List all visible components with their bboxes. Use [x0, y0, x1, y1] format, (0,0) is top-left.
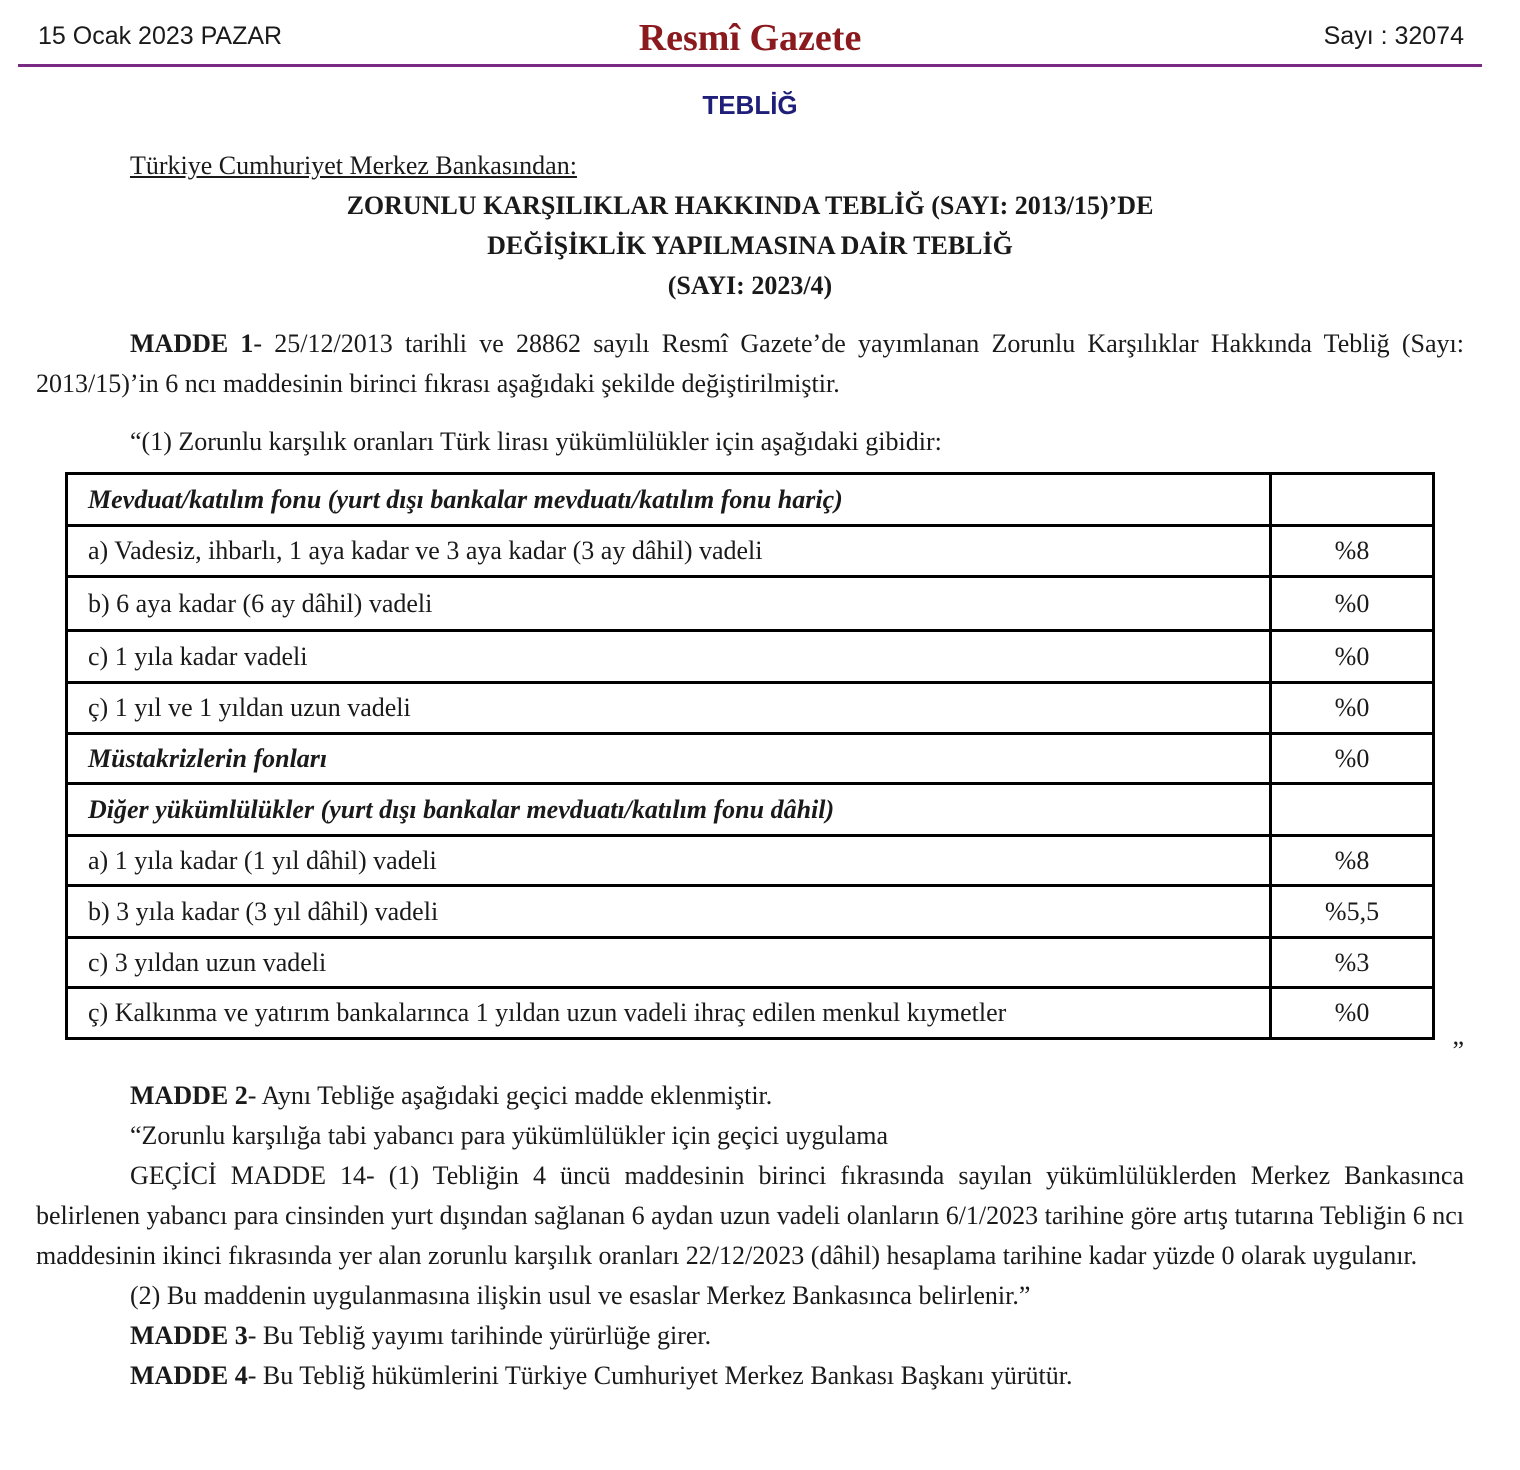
table-row: [67, 683, 1434, 734]
reserve-ratio-table: [65, 472, 1435, 1040]
table-row: [67, 836, 1434, 886]
article-2: [36, 1076, 1464, 1116]
document-title-line-2: DEĞİŞİKLİK YAPILMASINA DAİR TEBLİĞ: [487, 231, 1013, 260]
table-row: [67, 784, 1434, 836]
table-row-label: b) 3 yıla kadar (3 yıl dâhil) vadeli: [67, 886, 1271, 938]
table-row: [67, 526, 1434, 577]
table-row-rate: [1271, 784, 1434, 836]
quote-intro: “(1) Zorunlu karşılık oranları Türk lirası yükümlülükler için aşağıdaki gibidir:: [130, 427, 942, 456]
header-divider: [18, 64, 1482, 67]
table-row: [67, 474, 1434, 526]
table-row-label: Müstakrizlerin fonları: [67, 734, 1271, 784]
document-title-line-3: (SAYI: 2023/4): [667, 271, 833, 300]
article-2-text: - Aynı Tebliğe aşağıdaki geçici madde eklenmiştir.: [247, 1081, 773, 1110]
article-1-label: MADDE 1: [130, 329, 254, 358]
table-row-label: c) 1 yıla kadar vadeli: [67, 631, 1271, 683]
document-title-line-1: ZORUNLU KARŞILIKLAR HAKKINDA TEBLİĞ (SAYI: 2013/15)’DE: [346, 191, 1154, 220]
table-row-label: ç) 1 yıl ve 1 yıldan uzun vadeli: [67, 683, 1271, 734]
table-row: [67, 886, 1434, 938]
article-3-text: - Bu Tebliğ yayımı tarihinde yürürlüğe girer.: [247, 1321, 712, 1350]
table-row-rate: %0: [1271, 577, 1434, 631]
article-4-text: - Bu Tebliğ hükümlerini Türkiye Cumhuriyet Merkez Bankası Başkanı yürütür.: [247, 1361, 1073, 1390]
section-heading: TEBLİĞ: [702, 90, 798, 120]
table-row: [67, 988, 1434, 1039]
table-row-rate: %0: [1271, 734, 1434, 784]
article-3: [36, 1316, 1464, 1356]
table-row-rate: %0: [1271, 683, 1434, 734]
table-row-label: b) 6 aya kadar (6 ay dâhil) vadeli: [67, 577, 1271, 631]
table-row-rate: %0: [1271, 631, 1434, 683]
gazette-date: 15 Ocak 2023 PAZAR: [38, 22, 283, 50]
table-row-rate: %5,5: [1271, 886, 1434, 938]
table-row-label: c) 3 yıldan uzun vadeli: [67, 938, 1271, 988]
table-row-rate: [1271, 474, 1434, 526]
table-row-rate: %8: [1271, 836, 1434, 886]
table-row: [67, 631, 1434, 683]
table-row-label: Mevduat/katılım fonu (yurt dışı bankalar mevduatı/katılım fonu hariç): [67, 474, 1271, 526]
temporary-article-paragraph-1: GEÇİCİ MADDE 14- (1) Tebliğin 4 üncü maddesinin birinci fıkrasında sayılan yükümlülüklerden Merkez Bankasınca belirlenen yabancı para cinsinden yurt dışından sağlanan 6 aydan uzun vadeli olanların 6/1/2023 tarihine göre artış tutarına Tebliğin 6 ncı maddesinin ikinci fıkrasında yer alan zorunlu karşılık oranları 22/12/2023 (dâhil) hesaplama tarihine kadar yüzde 0 olarak uygulanır.: [36, 1161, 1464, 1270]
document-body-bottom: [36, 1076, 1464, 1396]
table-row: [67, 734, 1434, 784]
table-row: [67, 577, 1434, 631]
gazette-title: Resmî Gazete: [638, 17, 862, 59]
table-row-label: a) 1 yıla kadar (1 yıl dâhil) vadeli: [67, 836, 1271, 886]
article-4: [36, 1356, 1464, 1396]
article-4-label: MADDE 4: [130, 1361, 248, 1390]
temporary-article-paragraph-2: (2) Bu maddenin uygulanmasına ilişkin usul ve esaslar Merkez Bankasınca belirlenir.”: [130, 1281, 1031, 1310]
table-row-rate: %3: [1271, 938, 1434, 988]
table-row-label: ç) Kalkınma ve yatırım bankalarınca 1 yıldan uzun vadeli ihraç edilen menkul kıymetler: [67, 988, 1271, 1039]
table-row-rate: %8: [1271, 526, 1434, 577]
document-body-top: [36, 146, 1464, 462]
article-1-text: - 25/12/2013 tarihli ve 28862 sayılı Resmî Gazete’de yayımlanan Zorunlu Karşılıklar Hakkında Tebliğ (Sayı: 2013/15)’in 6 ncı maddesinin birinci fıkrası aşağıdaki şekilde değiştirilmiştir.: [36, 329, 1464, 398]
article-1: [36, 324, 1464, 404]
closing-quote: ”: [1452, 1036, 1464, 1065]
table-row: [67, 938, 1434, 988]
table-row-label: Diğer yükümlülükler (yurt dışı bankalar mevduatı/katılım fonu dâhil): [67, 784, 1271, 836]
gazette-issue-number: Sayı : 32074: [1323, 22, 1464, 50]
table-row-label: a) Vadesiz, ihbarlı, 1 aya kadar ve 3 aya kadar (3 ay dâhil) vadeli: [67, 526, 1271, 577]
article-3-label: MADDE 3: [130, 1321, 248, 1350]
table-row-rate: %0: [1271, 988, 1434, 1039]
issuer-line: Türkiye Cumhuriyet Merkez Bankasından:: [130, 151, 577, 180]
article-2-label: MADDE 2: [130, 1081, 248, 1110]
temporary-article-title: “Zorunlu karşılığa tabi yabancı para yükümlülükler için geçici uygulama: [130, 1121, 889, 1150]
